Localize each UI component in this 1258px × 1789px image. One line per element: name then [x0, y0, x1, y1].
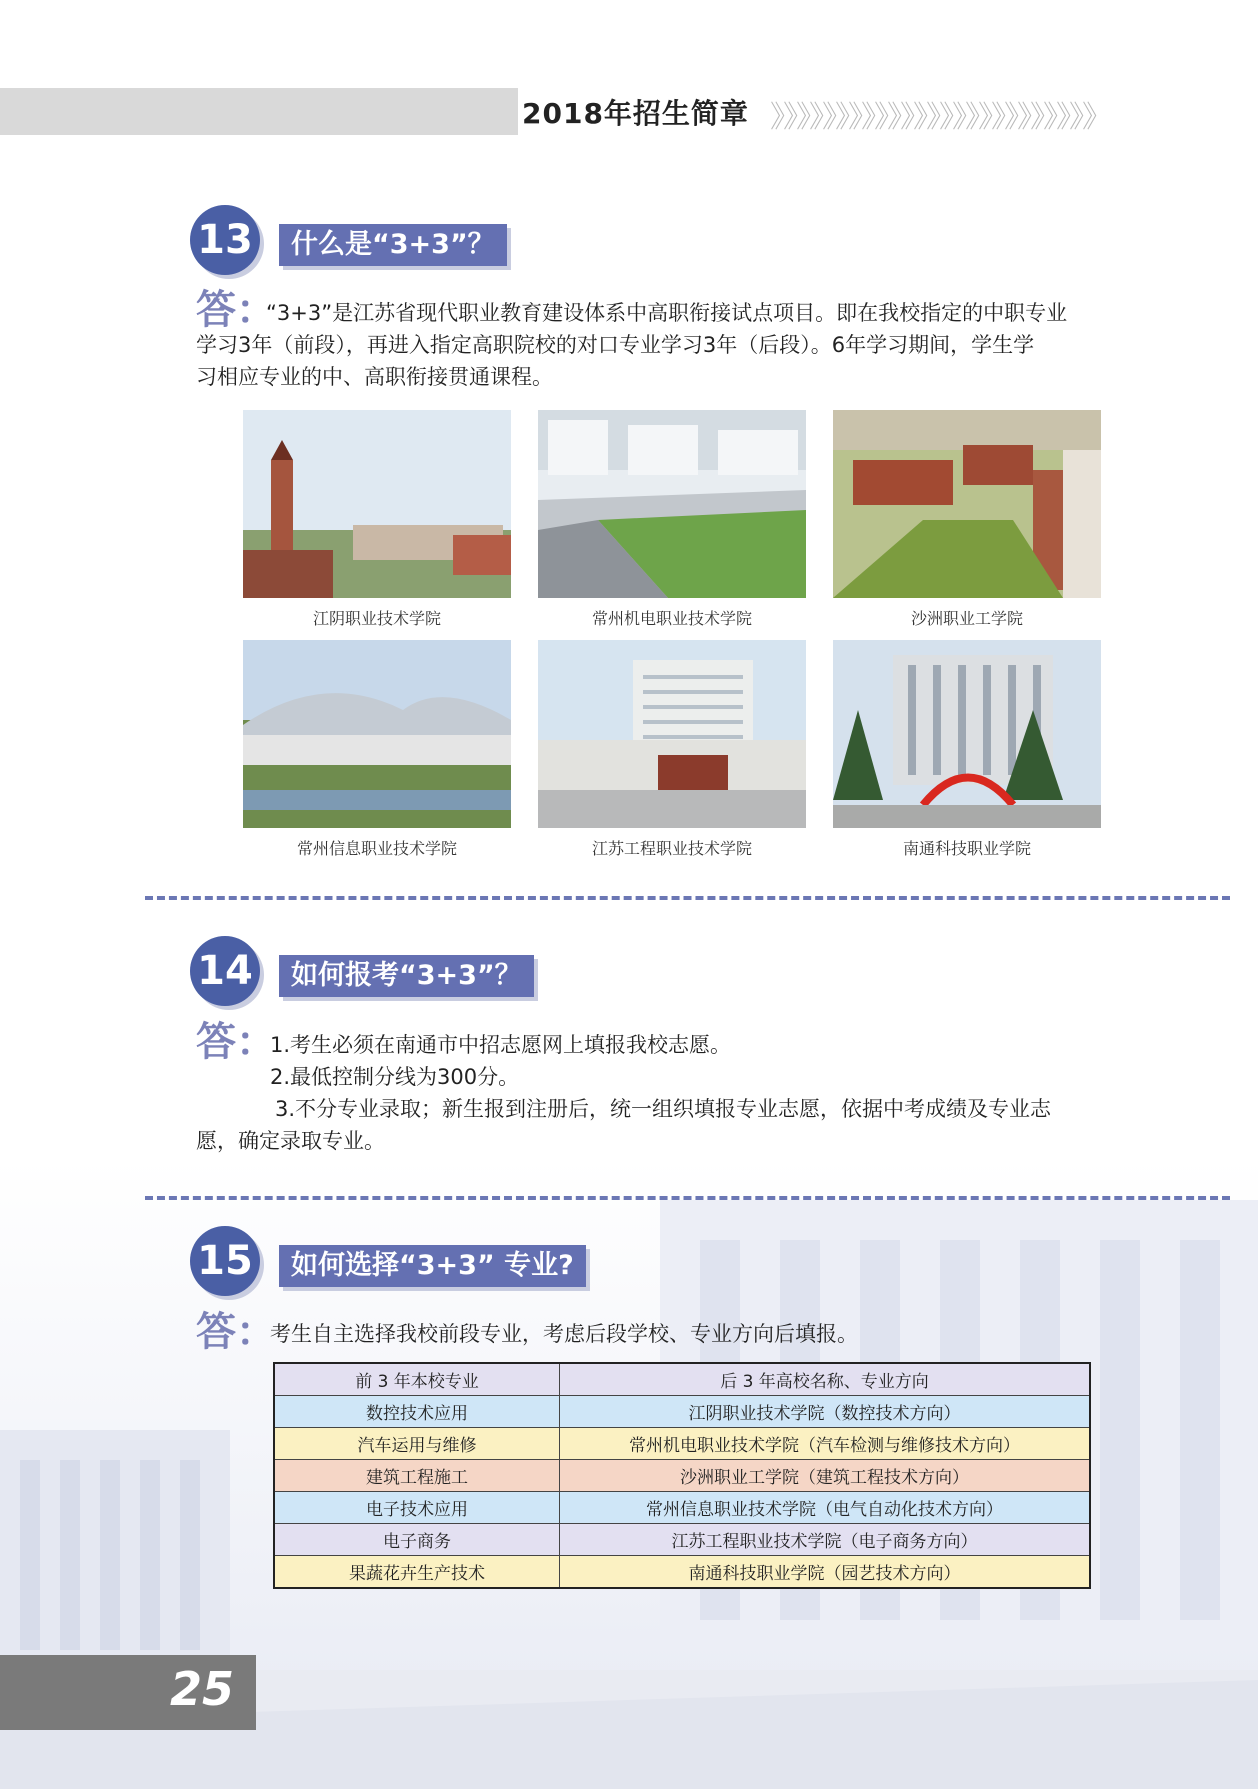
question-title-15: 如何选择“3+3” 专业? [279, 1245, 586, 1287]
table-cell-major: 电子技术应用 [274, 1492, 560, 1524]
answer-mark-14: 答： [196, 1019, 276, 1065]
answer-line: 3.不分专业录取；新生报到注册后，统一组织填报专业志愿，依据中考成绩及专业志 [275, 1097, 1052, 1121]
table-cell-major: 果蔬花卉生产技术 [274, 1556, 560, 1589]
photo-caption: 沙洲职业工学院 [910, 609, 1023, 628]
section-divider [145, 1196, 1230, 1200]
table-cell-major: 数控技术应用 [274, 1396, 560, 1428]
table-header-row [274, 1363, 1090, 1396]
table-row [274, 1492, 1090, 1524]
table-cell-destination: 常州机电职业技术学院（汽车检测与维修技术方向） [560, 1428, 1091, 1460]
answer-line: 习相应专业的中、高职衔接贯通课程。 [196, 365, 553, 389]
answer-line: 考生自主选择我校前段专业，考虑后段学校、专业方向后填报。 [270, 1322, 858, 1346]
table-header-cell: 前 3 年本校专业 [274, 1363, 560, 1396]
answer-mark-15: 答： [196, 1309, 276, 1355]
answer-mark-13: 答： [196, 287, 276, 333]
answer-line: “3+3”是江苏省现代职业教育建设体系中高职衔接试点项目。即在我校指定的中职专业 [266, 301, 1068, 325]
campus-photo-jiangyin [243, 410, 511, 598]
answer-line: 2.最低控制分线为300分。 [270, 1065, 520, 1089]
answer-line: 学习3年（前段），再进入指定高职院校的对口专业学习3年（后段）。6年学习期间，学生学 [196, 333, 1035, 357]
answer-line: 愿，确定录取专业。 [196, 1129, 385, 1153]
section-divider [145, 896, 1230, 900]
page-number: 25 [170, 1662, 235, 1716]
campus-photo-changzhou-electromechanical [538, 410, 806, 598]
question-number-13: 13 [190, 205, 260, 275]
table-row [274, 1524, 1090, 1556]
page-title: 2018年招生简章 [522, 97, 749, 130]
table-cell-destination: 南通科技职业学院（园艺技术方向） [560, 1556, 1091, 1589]
question-title-14: 如何报考“3+3”？ [279, 955, 534, 997]
answer-line: 1.考生必须在南通市中招志愿网上填报我校志愿。 [270, 1033, 732, 1057]
photo-caption: 南通科技职业学院 [902, 839, 1031, 858]
campus-photo-shazhou [833, 410, 1101, 598]
photo-caption: 江阴职业技术学院 [312, 609, 441, 628]
campus-photo-jiangsu-engineering [538, 640, 806, 828]
campus-photo-changzhou-information [243, 640, 511, 828]
table-row [274, 1460, 1090, 1492]
table-cell-major: 汽车运用与维修 [274, 1428, 560, 1460]
table-cell-destination: 江苏工程职业技术学院（电子商务方向） [560, 1524, 1091, 1556]
table-cell-major: 电子商务 [274, 1524, 560, 1556]
table-cell-destination: 沙洲职业工学院（建筑工程技术方向） [560, 1460, 1091, 1492]
header-bar [0, 88, 518, 135]
table-row [274, 1556, 1090, 1589]
photo-caption: 常州信息职业技术学院 [296, 839, 457, 858]
table-cell-major: 建筑工程施工 [274, 1460, 560, 1492]
major-mapping-table [273, 1362, 1091, 1589]
table-header-cell: 后 3 年高校名称、专业方向 [560, 1363, 1091, 1396]
question-number-15: 15 [190, 1226, 260, 1296]
question-title-13: 什么是“3+3”？ [279, 224, 507, 266]
header-chevron-decoration: 》》》》》》》》》》》》》》》》》》》》》》》》》 [770, 100, 1110, 135]
table-row [274, 1428, 1090, 1460]
photo-caption: 江苏工程职业技术学院 [591, 839, 752, 858]
table-cell-destination: 江阴职业技术学院（数控技术方向） [560, 1396, 1091, 1428]
question-number-14: 14 [190, 936, 260, 1006]
photo-caption: 常州机电职业技术学院 [591, 609, 752, 628]
table-row [274, 1396, 1090, 1428]
campus-photo-nantong-tech [833, 640, 1101, 828]
table-cell-destination: 常州信息职业技术学院（电气自动化技术方向） [560, 1492, 1091, 1524]
